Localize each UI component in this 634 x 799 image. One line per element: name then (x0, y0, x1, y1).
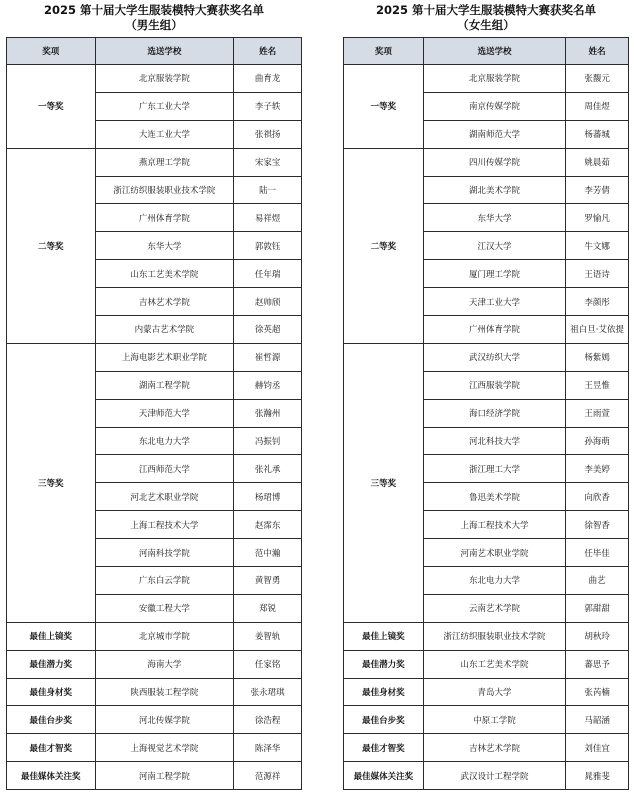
header-name: 姓名 (566, 38, 629, 65)
school-cell: 上海工程技术大学 (423, 511, 566, 539)
award-cell: 最佳身材奖 (344, 678, 424, 706)
school-cell: 广东工业大学 (95, 92, 234, 120)
school-cell: 河南工程学院 (95, 762, 234, 790)
award-cell: 最佳台步奖 (344, 706, 424, 734)
name-cell: 任家铭 (234, 650, 302, 678)
school-cell: 山东工艺美术学院 (95, 260, 234, 288)
name-cell: 易祥煜 (234, 204, 302, 232)
name-cell: 徐浩程 (234, 706, 302, 734)
school-cell: 东北电力大学 (423, 567, 566, 595)
school-cell: 河北传媒学院 (95, 706, 234, 734)
table-row (344, 650, 629, 678)
table-row (344, 678, 629, 706)
award-cell: 三等奖 (344, 343, 424, 622)
name-cell: 任毕佳 (566, 539, 629, 567)
award-cell: 二等奖 (7, 148, 96, 343)
school-cell: 北京服装学院 (423, 65, 566, 93)
school-cell: 吉林艺术学院 (95, 288, 234, 316)
award-cell: 最佳潜力奖 (7, 650, 96, 678)
school-cell: 上海工程技术大学 (95, 511, 234, 539)
school-cell: 南京传媒学院 (423, 92, 566, 120)
school-cell: 河北艺术职业学院 (95, 483, 234, 511)
table-row (344, 762, 629, 790)
table-row (7, 622, 302, 650)
name-cell: 崔哲源 (234, 343, 302, 371)
name-cell: 徐英超 (234, 316, 302, 344)
name-cell: 马韶涵 (566, 706, 629, 734)
table-row (7, 65, 302, 93)
men-award-panel (6, 0, 302, 790)
panel-title: 2025 第十届大学生服装模特大赛获奖名单 (43, 3, 264, 17)
name-cell: 王昱惟 (566, 371, 629, 399)
name-cell: 孙海萌 (566, 427, 629, 455)
name-cell: 姚晨茹 (566, 148, 629, 176)
table-body (7, 65, 302, 790)
table-row (7, 678, 302, 706)
name-cell: 曲育龙 (234, 65, 302, 93)
award-cell: 一等奖 (344, 65, 424, 149)
panel-subtitle: （女生组） (457, 18, 515, 32)
school-cell: 燕京理工学院 (95, 148, 234, 176)
name-cell: 李颜彤 (566, 288, 629, 316)
school-cell: 湖南工程学院 (95, 371, 234, 399)
name-cell: 周佳煜 (566, 92, 629, 120)
name-cell: 杨紫嫣 (566, 343, 629, 371)
table-body (344, 65, 629, 790)
school-cell: 湖南师范大学 (423, 120, 566, 148)
name-cell: 范源祥 (234, 762, 302, 790)
name-cell: 陆一 (234, 176, 302, 204)
table-row (344, 148, 629, 176)
name-cell: 冯振钊 (234, 427, 302, 455)
award-cell: 最佳上镜奖 (344, 622, 424, 650)
table-row (7, 734, 302, 762)
name-cell: 张瀚州 (234, 399, 302, 427)
name-cell: 郭敦钰 (234, 232, 302, 260)
header-school: 选送学校 (423, 38, 566, 65)
school-cell: 青岛大学 (423, 678, 566, 706)
table-row (344, 706, 629, 734)
name-cell: 宋家宝 (234, 148, 302, 176)
award-table-women (343, 37, 629, 790)
name-cell: 向欣香 (566, 483, 629, 511)
school-cell: 安徽工程大学 (95, 594, 234, 622)
table-row (344, 343, 629, 371)
name-cell: 李子轶 (234, 92, 302, 120)
school-cell: 浙江理工大学 (423, 455, 566, 483)
school-cell: 陕西服装工程学院 (95, 678, 234, 706)
school-cell: 内蒙古艺术学院 (95, 316, 234, 344)
table-row (344, 65, 629, 93)
name-cell: 王雨萱 (566, 399, 629, 427)
award-cell: 一等奖 (7, 65, 96, 149)
panel-subtitle: （男生组） (125, 18, 183, 32)
name-cell: 杨珺博 (234, 483, 302, 511)
name-cell: 张祺扬 (234, 120, 302, 148)
award-cell: 最佳潜力奖 (344, 650, 424, 678)
school-cell: 四川传媒学院 (423, 148, 566, 176)
school-cell: 河南艺术职业学院 (423, 539, 566, 567)
name-cell: 郭甜甜 (566, 594, 629, 622)
school-cell: 海南大学 (95, 650, 234, 678)
award-cell: 最佳才智奖 (7, 734, 96, 762)
school-cell: 江西师范大学 (95, 455, 234, 483)
school-cell: 大连工业大学 (95, 120, 234, 148)
school-cell: 浙江纺织服装职业技术学院 (95, 176, 234, 204)
award-cell: 二等奖 (344, 148, 424, 343)
name-cell: 徐智香 (566, 511, 629, 539)
school-cell: 上海视觉艺术学院 (95, 734, 234, 762)
name-cell: 李美婷 (566, 455, 629, 483)
name-cell: 蕃思予 (566, 650, 629, 678)
name-cell: 张永珺琪 (234, 678, 302, 706)
table-header-row (344, 38, 629, 65)
school-cell: 江汉大学 (423, 232, 566, 260)
name-cell: 姜智轨 (234, 622, 302, 650)
name-cell: 李芳倩 (566, 176, 629, 204)
school-cell: 海口经济学院 (423, 399, 566, 427)
header-name: 姓名 (234, 38, 302, 65)
award-cell: 最佳上镜奖 (7, 622, 96, 650)
school-cell: 天津工业大学 (423, 288, 566, 316)
table-row (7, 343, 302, 371)
name-cell: 黄智勇 (234, 567, 302, 595)
school-cell: 山东工艺美术学院 (423, 650, 566, 678)
school-cell: 武汉设计工程学院 (423, 762, 566, 790)
header-school: 选送学校 (95, 38, 234, 65)
name-cell: 赫钧丞 (234, 371, 302, 399)
name-cell: 张馥元 (566, 65, 629, 93)
name-cell: 牛文娜 (566, 232, 629, 260)
school-cell: 河南科技学院 (95, 539, 234, 567)
name-cell: 祖白旦·艾依提 (566, 316, 629, 344)
school-cell: 河北科技大学 (423, 427, 566, 455)
award-cell: 最佳身材奖 (7, 678, 96, 706)
name-cell: 胡秋玲 (566, 622, 629, 650)
school-cell: 云南艺术学院 (423, 594, 566, 622)
header-award: 奖项 (344, 38, 424, 65)
school-cell: 东华大学 (423, 204, 566, 232)
award-cell: 三等奖 (7, 343, 96, 622)
table-row (7, 650, 302, 678)
school-cell: 北京城市学院 (95, 622, 234, 650)
name-cell: 王语诗 (566, 260, 629, 288)
panel-title: 2025 第十届大学生服装模特大赛获奖名单 (375, 3, 596, 17)
award-cell: 最佳媒体关注奖 (344, 762, 424, 790)
school-cell: 东华大学 (95, 232, 234, 260)
name-cell: 晁雅斐 (566, 762, 629, 790)
table-row (7, 148, 302, 176)
school-cell: 鲁迅美术学院 (423, 483, 566, 511)
name-cell: 曲艺 (566, 567, 629, 595)
award-cell: 最佳台步奖 (7, 706, 96, 734)
school-cell: 广州体育学院 (95, 204, 234, 232)
header-award: 奖项 (7, 38, 96, 65)
school-cell: 北京服装学院 (95, 65, 234, 93)
name-cell: 赵霈东 (234, 511, 302, 539)
name-cell: 陈泽华 (234, 734, 302, 762)
school-cell: 广州体育学院 (423, 316, 566, 344)
name-cell: 范中瀚 (234, 539, 302, 567)
school-cell: 江西服装学院 (423, 371, 566, 399)
award-cell: 最佳媒体关注奖 (7, 762, 96, 790)
school-cell: 中原工学院 (423, 706, 566, 734)
school-cell: 上海电影艺术职业学院 (95, 343, 234, 371)
table-row (7, 706, 302, 734)
award-cell: 最佳才智奖 (344, 734, 424, 762)
award-table-men (6, 37, 302, 790)
name-cell: 罗愉凡 (566, 204, 629, 232)
table-header-row (7, 38, 302, 65)
school-cell: 厦门理工学院 (423, 260, 566, 288)
name-cell: 张礼承 (234, 455, 302, 483)
name-cell: 杨蕃城 (566, 120, 629, 148)
table-row (344, 734, 629, 762)
name-cell: 张芮楠 (566, 678, 629, 706)
name-cell: 郑锐 (234, 594, 302, 622)
name-cell: 赵帅颀 (234, 288, 302, 316)
school-cell: 广东白云学院 (95, 567, 234, 595)
school-cell: 浙江纺织服装职业技术学院 (423, 622, 566, 650)
name-cell: 刘佳宜 (566, 734, 629, 762)
school-cell: 东北电力大学 (95, 427, 234, 455)
table-row (344, 622, 629, 650)
name-cell: 任年瑞 (234, 260, 302, 288)
school-cell: 武汉纺织大学 (423, 343, 566, 371)
school-cell: 吉林艺术学院 (423, 734, 566, 762)
women-award-panel (343, 0, 629, 790)
table-row (7, 762, 302, 790)
school-cell: 天津师范大学 (95, 399, 234, 427)
school-cell: 湖北美术学院 (423, 176, 566, 204)
